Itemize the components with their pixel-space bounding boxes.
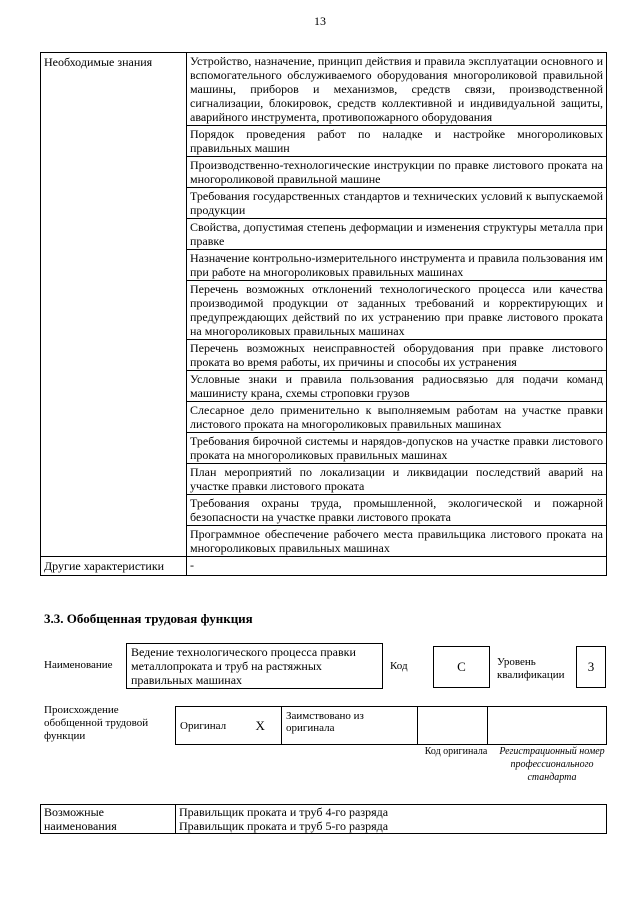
knowledge-item: Программное обеспечение рабочего места правильщика листового проката на многороликовых правильных машинах — [187, 526, 607, 557]
page-number: 13 — [314, 14, 326, 28]
original-label: Оригинал — [176, 707, 240, 745]
knowledge-item: Свойства, допустимая степень деформации и изменения структуры металла при правке — [187, 219, 607, 250]
needed-knowledge-label: Необходимые знания — [41, 53, 187, 557]
possible-name-1: Правильщик проката и труб 4-го разряда — [179, 805, 389, 819]
knowledge-item: Производственно-технологические инструкции по правке листового проката на многороликовой правильной машине — [187, 157, 607, 188]
origin-label: Происхождение обобщенной трудовой функции — [44, 704, 149, 742]
knowledge-item: Перечень возможных неисправностей оборудования при правке листового проката во время работы, их причины и способы их устранения — [187, 340, 607, 371]
function-name-box: Ведение технологического процесса правки металлопроката и труб на растяжных правильных машинах — [126, 643, 383, 689]
knowledge-item: Условные знаки и правила пользования радиосвязью для подачи команд машинисту крана, схемы строповки грузов — [187, 371, 607, 402]
knowledge-item: Требования государственных стандартов и технических условий к выпускаемой продукции — [187, 188, 607, 219]
code-label: Код — [390, 660, 408, 672]
other-characteristics-row — [41, 557, 607, 576]
knowledge-item: Перечень возможных отклонений технологического процесса или качества производимой продукции от заданных требований и корректирующих и предупреждающих действий по их устранению при правке листового проката на многороликовых правильных машинах — [187, 281, 607, 340]
level-value-box: 3 — [576, 646, 606, 688]
other-characteristics-value: - — [187, 557, 607, 576]
original-mark: X — [240, 707, 282, 745]
knowledge-item: План мероприятий по локализации и ликвидации последствий аварий на участке правки листового проката — [187, 464, 607, 495]
name-label: Наименование — [44, 659, 113, 671]
reg-number-cell — [488, 707, 607, 745]
possible-names-table — [40, 804, 607, 834]
knowledge-table — [40, 52, 607, 576]
borrowed-label: Заимствовано из оригинала — [282, 707, 418, 745]
possible-names-label: Возможные наименования — [41, 805, 176, 834]
knowledge-row — [41, 53, 607, 126]
other-characteristics-label: Другие характеристики — [41, 557, 187, 576]
knowledge-item: Требования бирочной системы и нарядов-допусков на участке правки листового проката на многороликовых правильных машинах — [187, 433, 607, 464]
knowledge-item: Назначение контрольно-измерительного инструмента и правила пользования им при работе на многороликовых правильных машинах — [187, 250, 607, 281]
knowledge-item: Устройство, назначение, принцип действия и правила эксплуатации основного и вспомогательного обслуживаемого оборудования многороликовой правильной машины, приборов и механизмов, средств связи, производственной сигнализации, блокировок, средств коллективной и индивидуальной защиты, аварийного инструмента, противопожарного оборудования — [187, 53, 607, 126]
section-title: 3.3. Обобщенная трудовая функция — [44, 611, 253, 626]
knowledge-item: Порядок проведения работ по наладке и настройке многороликовых правильных машин — [187, 126, 607, 157]
knowledge-item: Требования охраны труда, промышленной, экологической и пожарной безопасности на участке правки листового проката — [187, 495, 607, 526]
original-code-cell — [418, 707, 488, 745]
knowledge-table-body — [41, 53, 607, 576]
original-code-caption: Код оригинала — [424, 746, 488, 757]
level-label: Уровень квалификации — [497, 656, 565, 681]
knowledge-item: Слесарное дело применительно к выполняемым работам на участке правки листового проката на многороликовых правильных машинах — [187, 402, 607, 433]
code-value-box: C — [433, 646, 490, 688]
origin-table — [175, 706, 607, 745]
reg-number-caption: Регистрационный номер профессионального стандарта — [499, 746, 605, 783]
possible-names-values — [176, 805, 607, 834]
possible-name-2: Правильщик проката и труб 5-го разряда — [179, 819, 389, 833]
